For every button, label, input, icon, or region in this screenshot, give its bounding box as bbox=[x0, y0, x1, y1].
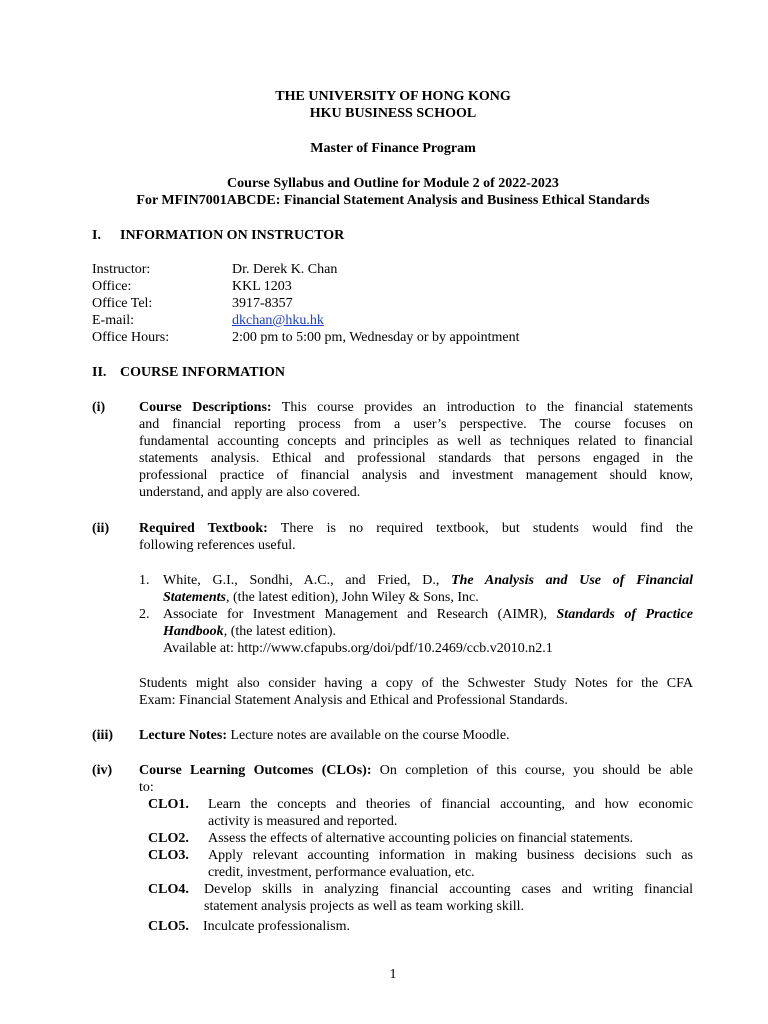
item-ii-number: (ii) bbox=[92, 521, 110, 536]
lecture-notes-heading: Lecture Notes: bbox=[139, 728, 227, 743]
university-name: THE UNIVERSITY OF HONG KONG bbox=[275, 89, 511, 104]
clo-intro-line-1: On completion of this course, you should be able bbox=[371, 763, 693, 778]
section-1-title: INFORMATION ON INSTRUCTOR bbox=[120, 228, 345, 243]
clo4-line-1: Develop skills in analyzing financial accounting cases and writing financial bbox=[204, 882, 693, 897]
email-label: E-mail: bbox=[92, 313, 134, 328]
clo5-text: Inculcate professionalism. bbox=[203, 919, 350, 934]
clo4-code: CLO4. bbox=[148, 882, 189, 897]
clo1-text bbox=[208, 796, 693, 830]
reference-2-edition: , (the latest edition). bbox=[223, 624, 337, 639]
note-line-2: Exam: Financial Statement Analysis and Ethical and Professional Standards. bbox=[139, 693, 568, 708]
clo3-line-2: credit, investment, performance evaluation, etc. bbox=[208, 865, 475, 880]
reference-2-title-cont: Handbook bbox=[163, 624, 224, 639]
clo4-text bbox=[204, 881, 693, 915]
email-link[interactable]: dkchan@hku.hk bbox=[232, 313, 324, 328]
office-hours-value: 2:00 pm to 5:00 pm, Wednesday or by appointment bbox=[232, 330, 520, 345]
instructor-label: Instructor: bbox=[92, 262, 151, 277]
office-value: KKL 1203 bbox=[232, 279, 292, 294]
reference-1-title-cont: Statements bbox=[163, 590, 227, 605]
clo1-code: CLO1. bbox=[148, 797, 189, 812]
reference-1-number: 1. bbox=[139, 573, 150, 588]
reference-1-title: The Analysis and Use of Financial bbox=[451, 573, 693, 588]
item-i-number: (i) bbox=[92, 400, 106, 415]
office-tel-value: 3917-8357 bbox=[232, 296, 293, 311]
item-iii-number: (iii) bbox=[92, 728, 113, 743]
clo-intro bbox=[139, 762, 693, 796]
section-2-numeral: II. bbox=[92, 365, 107, 380]
clo3-text bbox=[208, 847, 693, 881]
clo2-text: Assess the effects of alternative accounting policies on financial statements. bbox=[208, 831, 634, 846]
clo1-line-2: activity is measured and reported. bbox=[208, 814, 398, 829]
textbook-heading: Required Textbook: bbox=[139, 521, 268, 536]
office-label: Office: bbox=[92, 279, 132, 294]
reference-2-url: Available at: http://www.cfapubs.org/doi/pdf/10.2469/ccb.v2010.n2.1 bbox=[163, 641, 553, 656]
course-title: For MFIN7001ABCDE: Financial Statement Analysis and Business Ethical Standards bbox=[136, 193, 650, 208]
textbook-line-1: There is no required textbook, but students would find the bbox=[267, 521, 693, 536]
reference-2 bbox=[163, 606, 693, 657]
school-name: HKU BUSINESS SCHOOL bbox=[309, 106, 477, 121]
desc-line-3: fundamental accounting concepts and principles as well as techniques related to financial bbox=[139, 434, 693, 449]
program-name: Master of Finance Program bbox=[310, 141, 476, 156]
course-description-heading: Course Descriptions: bbox=[139, 400, 272, 415]
reference-1-publisher: , (the latest edition), John Wiley & Sons, Inc. bbox=[226, 590, 479, 605]
office-hours-label: Office Hours: bbox=[92, 330, 170, 345]
clo2-code: CLO2. bbox=[148, 831, 189, 846]
reference-2-title: Standards of Practice bbox=[556, 607, 693, 622]
section-1-numeral: I. bbox=[92, 228, 101, 243]
desc-line-4: statements analysis. Ethical and professional standards that persons engaged in the bbox=[139, 451, 693, 466]
clo4-line-2: statement analysis projects as well as team working skill. bbox=[204, 899, 524, 914]
clo-heading: Course Learning Outcomes (CLOs): bbox=[139, 763, 372, 778]
reference-2-number: 2. bbox=[139, 607, 150, 622]
item-iv-number: (iv) bbox=[92, 763, 113, 778]
lecture-notes-text: Lecture notes are available on the course Moodle. bbox=[227, 728, 510, 743]
note-line-1: Students might also consider having a copy of the Schwester Study Notes for the CFA bbox=[139, 676, 693, 691]
clo1-line-1: Learn the concepts and theories of financial accounting, and how economic bbox=[208, 797, 693, 812]
reference-2-authors: Associate for Investment Management and Research (AIMR), bbox=[163, 607, 557, 622]
page-number: 1 bbox=[389, 967, 397, 982]
reference-1-authors: White, G.I., Sondhi, A.C., and Fried, D., bbox=[163, 573, 452, 588]
required-textbook bbox=[139, 520, 693, 554]
desc-line-2: and financial reporting process from a user’s perspective. The course focuses on bbox=[139, 417, 693, 432]
desc-line-5: professional practice of financial analysis and investment management should know, bbox=[139, 468, 693, 483]
desc-line-6: understand, and apply are also covered. bbox=[139, 485, 361, 500]
section-2-title: COURSE INFORMATION bbox=[120, 365, 286, 380]
course-description bbox=[139, 399, 693, 501]
desc-line-1: This course provides an introduction to the financial statements bbox=[271, 400, 693, 415]
office-tel-label: Office Tel: bbox=[92, 296, 153, 311]
study-notes-note bbox=[139, 675, 693, 709]
clo-intro-line-2: to: bbox=[139, 780, 154, 795]
clo3-line-1: Apply relevant accounting information in making business decisions such as bbox=[208, 848, 693, 863]
reference-1 bbox=[163, 572, 693, 606]
instructor-value: Dr. Derek K. Chan bbox=[232, 262, 338, 277]
lecture-notes bbox=[139, 727, 510, 744]
clo3-code: CLO3. bbox=[148, 848, 189, 863]
textbook-line-2: following references useful. bbox=[139, 538, 296, 553]
clo5-code: CLO5. bbox=[148, 919, 189, 934]
syllabus-title: Course Syllabus and Outline for Module 2 of 2022-2023 bbox=[227, 176, 559, 191]
